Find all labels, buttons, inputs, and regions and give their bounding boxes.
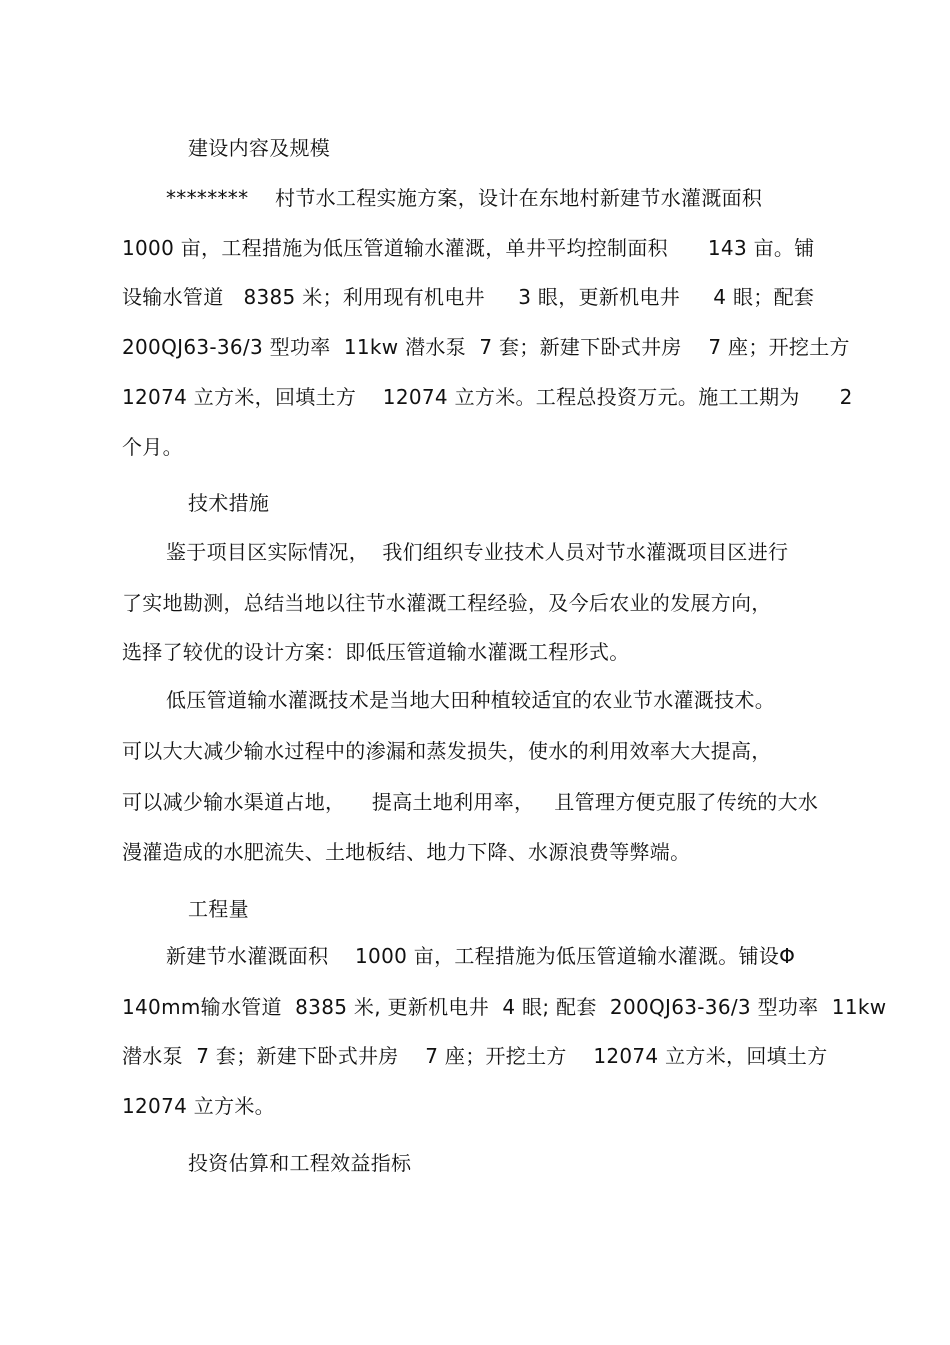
section-heading-quantity: 工程量	[188, 897, 249, 921]
paragraph-line: 12074 立方米。	[122, 1094, 275, 1118]
paragraph-line: 了实地勘测，总结当地以往节水灌溉工程经验，及今后农业的发展方向，	[122, 591, 772, 615]
paragraph-line: 可以减少输水渠道占地， 提高土地利用率， 且管理方便克服了传统的大水	[122, 790, 819, 814]
paragraph-line: 1000 亩，工程措施为低压管道输水灌溉，单井平均控制面积 143 亩。铺	[122, 236, 815, 260]
paragraph-line: 低压管道输水灌溉技术是当地大田种植较适宜的农业节水灌溉技术。	[166, 688, 775, 712]
paragraph-line: 可以大大减少输水过程中的渗漏和蒸发损失，使水的利用效率大大提高，	[122, 739, 772, 763]
paragraph-line: 个月。	[122, 435, 183, 459]
paragraph-line: 200QJ63-36/3 型功率 11kw 潜水泵 7 套；新建下卧式井房 7 座；开挖土方	[122, 335, 850, 359]
paragraph-line: 潜水泵 7 套；新建下卧式井房 7 座；开挖土方 12074 立方米，回填土方	[122, 1044, 828, 1068]
paragraph-line: 12074 立方米，回填土方 12074 立方米。工程总投资万元。施工工期为 2	[122, 385, 853, 409]
paragraph-line: 鉴于项目区实际情况， 我们组织专业技术人员对节水灌溉项目区进行	[166, 540, 789, 564]
paragraph-line: 漫灌造成的水肥流失、土地板结、地力下降、水源浪费等弊端。	[122, 840, 691, 864]
paragraph-line: ******** 村节水工程实施方案，设计在东地村新建节水灌溉面积	[166, 186, 763, 210]
paragraph-line: 140mm输水管道 8385 米, 更新机电井 4 眼; 配套 200QJ63-36/3 型功率 11kw	[122, 995, 887, 1019]
section-heading-scale: 建设内容及规模	[188, 136, 331, 160]
section-heading-technical: 技术措施	[188, 491, 270, 515]
paragraph-line: 设输水管道 8385 米；利用现有机电井 3 眼，更新机电井 4 眼；配套	[122, 285, 815, 309]
paragraph-line: 选择了较优的设计方案：即低压管道输水灌溉工程形式。	[122, 640, 630, 664]
section-heading-investment: 投资估算和工程效益指标	[188, 1151, 412, 1175]
paragraph-line: 新建节水灌溉面积 1000 亩，工程措施为低压管道输水灌溉。铺设Φ	[166, 944, 796, 968]
